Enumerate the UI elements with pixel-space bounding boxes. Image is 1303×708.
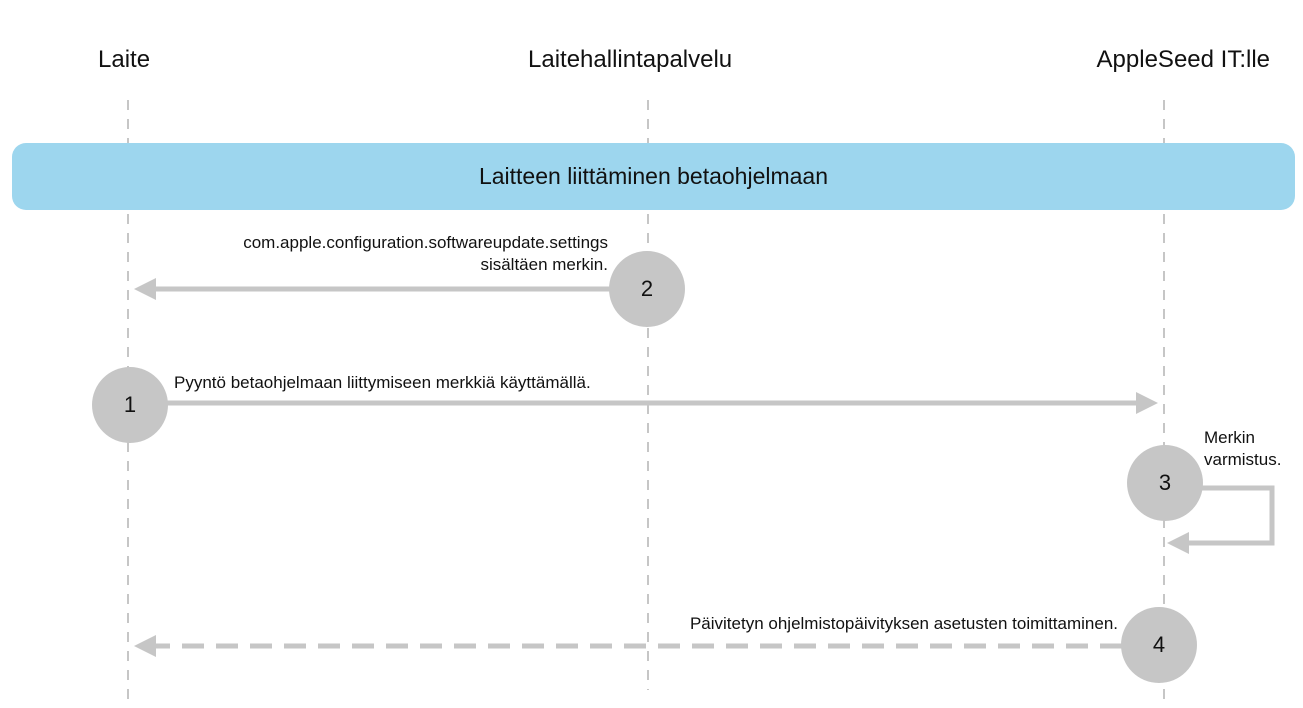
arrow-step-2 bbox=[134, 278, 610, 300]
step-1-badge bbox=[92, 367, 168, 443]
step-3-label-line-1: Merkin bbox=[1204, 428, 1256, 447]
step-1-number: 1 bbox=[123, 392, 137, 417]
step-4-badge bbox=[1121, 607, 1197, 683]
arrow-step-4 bbox=[134, 635, 1122, 657]
phase-banner-label: Laitteen liittäminen betaohjelmaan bbox=[478, 163, 829, 189]
step-1-label: Pyyntö betaohjelmaan liittymiseen merkkiä käyttämällä. bbox=[174, 373, 591, 392]
step-2-number: 2 bbox=[640, 276, 654, 301]
step-3-badge bbox=[1127, 445, 1203, 521]
step-2-label-line-1: com.apple.configuration.softwareupdate.settings bbox=[243, 233, 608, 252]
step-2-badge bbox=[609, 251, 685, 327]
column-title-appleseed: AppleSeed IT:lle bbox=[1096, 46, 1270, 73]
step-3-number: 3 bbox=[1158, 470, 1172, 495]
phase-banner bbox=[12, 143, 1295, 210]
column-title-device-management-service: Laitehallintapalvelu bbox=[528, 46, 733, 73]
step-2-label-line-2: sisältäen merkin. bbox=[480, 255, 608, 274]
arrow-step-1 bbox=[166, 392, 1158, 414]
step-4-label: Päivitetyn ohjelmistopäivityksen asetusten toimittaminen. bbox=[689, 614, 1118, 633]
step-2-label bbox=[243, 232, 608, 276]
step-3-label bbox=[1204, 427, 1281, 471]
step-3-label-line-2: varmistus. bbox=[1204, 450, 1282, 469]
column-title-device: Laite bbox=[98, 46, 151, 73]
step-4-number: 4 bbox=[1152, 632, 1166, 657]
